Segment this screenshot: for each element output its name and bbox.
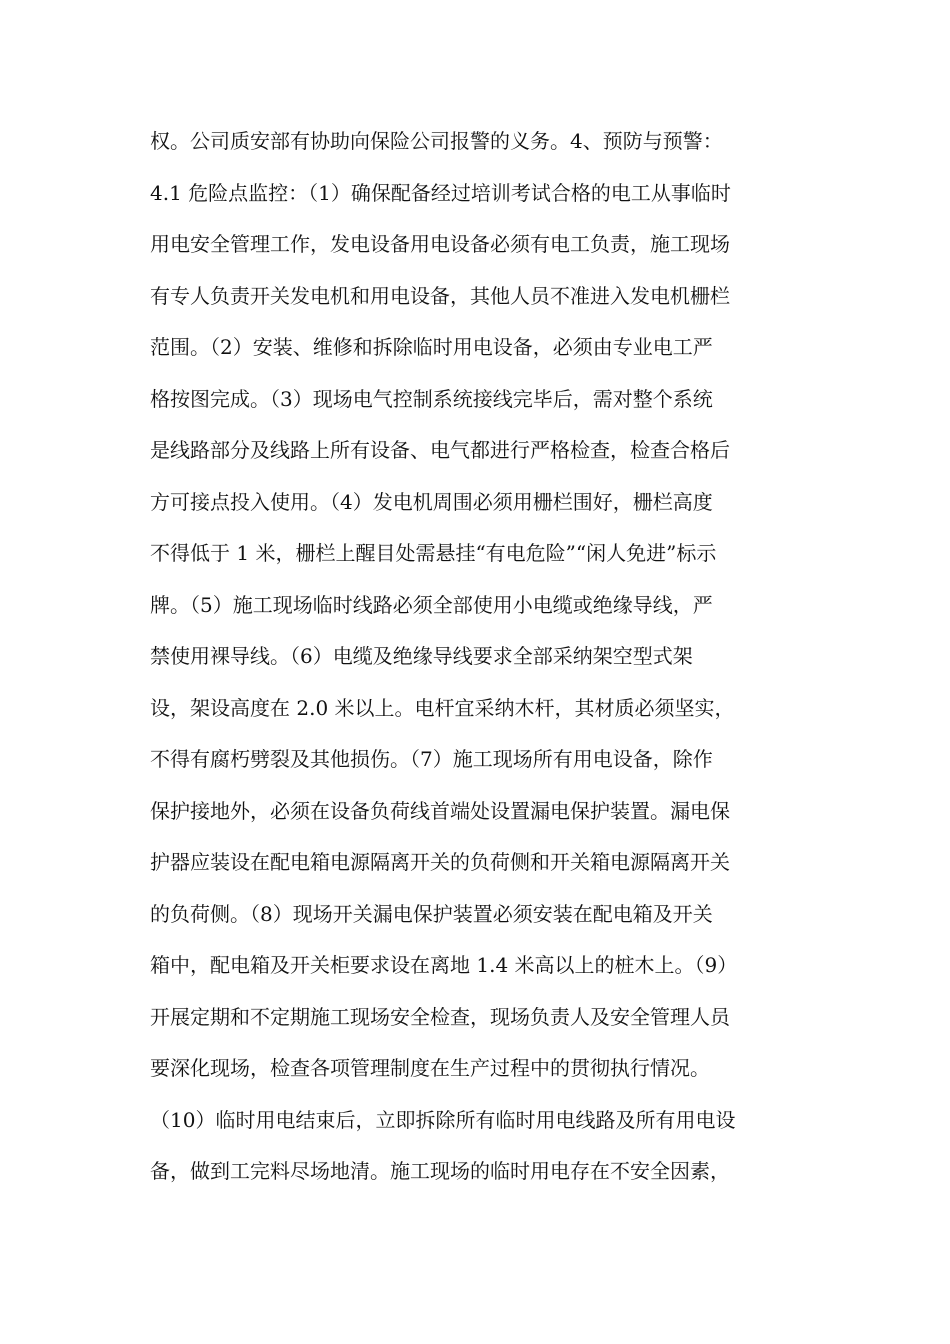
text-line: 备，做到工完料尽场地清。施工现场的临时用电存在不安全因素， [150, 1159, 730, 1183]
text-line: 箱中，配电箱及开关柜要求设在离地 1.4 米高以上的桩木上。（9） [150, 953, 738, 977]
text-line: （10）临时用电结束后，立即拆除所有临时用电线路及所有用电设 [150, 1107, 736, 1132]
text-line: 护器应装设在配电箱电源隔离开关的负荷侧和开关箱电源隔离开关 [150, 850, 730, 874]
text-line: 禁使用裸导线。（6）电缆及绝缘导线要求全部采纳架空型式架 [150, 644, 693, 668]
text-line: 的负荷侧。（8）现场开关漏电保护装置必须安装在配电箱及开关 [150, 901, 713, 926]
text-line: 用电安全管理工作，发电设备用电设备必须有电工负责，施工现场 [150, 232, 730, 256]
text-line: 是线路部分及线路上所有设备、电气都进行严格检查，检查合格后 [150, 438, 730, 462]
text-line: 牌。（5）施工现场临时线路必须全部使用小电缆或绝缘导线，严 [150, 592, 713, 617]
text-line: 有专人负责开关发电机和用电设备，其他人员不准进入发电机栅栏 [150, 283, 730, 308]
text-line: 4.1 危险点监控：（1）确保配备经过培训考试合格的电工从事临时 [150, 180, 731, 205]
body-text [150, 116, 810, 1198]
text-line: 格按图完成。（3）现场电气控制系统接线完毕后，需对整个系统 [150, 386, 713, 411]
text-line: 范围。（2）安装、维修和拆除临时用电设备，必须由专业电工严 [150, 335, 713, 359]
text-line: 不得有腐朽劈裂及其他损伤。（7）施工现场所有用电设备，除作 [150, 747, 713, 771]
text-line: 保护接地外，必须在设备负荷线首端处设置漏电保护装置。漏电保 [150, 798, 730, 823]
text-line: 要深化现场，检查各项管理制度在生产过程中的贯彻执行情况。 [150, 1056, 710, 1080]
text-line: 开展定期和不定期施工现场安全检查，现场负责人及安全管理人员 [150, 1004, 730, 1029]
text-line: 方可接点投入使用。（4）发电机周围必须用栅栏围好，栅栏高度 [150, 489, 713, 514]
text-line: 不得低于 1 米，栅栏上醒目处需悬挂“有电危险”“闲人免进”标示 [150, 541, 717, 565]
text-line: 设，架设高度在 2.0 米以上。电杆宜采纳木杆，其材质必须坚实， [150, 695, 735, 720]
text-line: 权。公司质安部有协助向保险公司报警的义务。4、预防与预警： [150, 129, 723, 153]
